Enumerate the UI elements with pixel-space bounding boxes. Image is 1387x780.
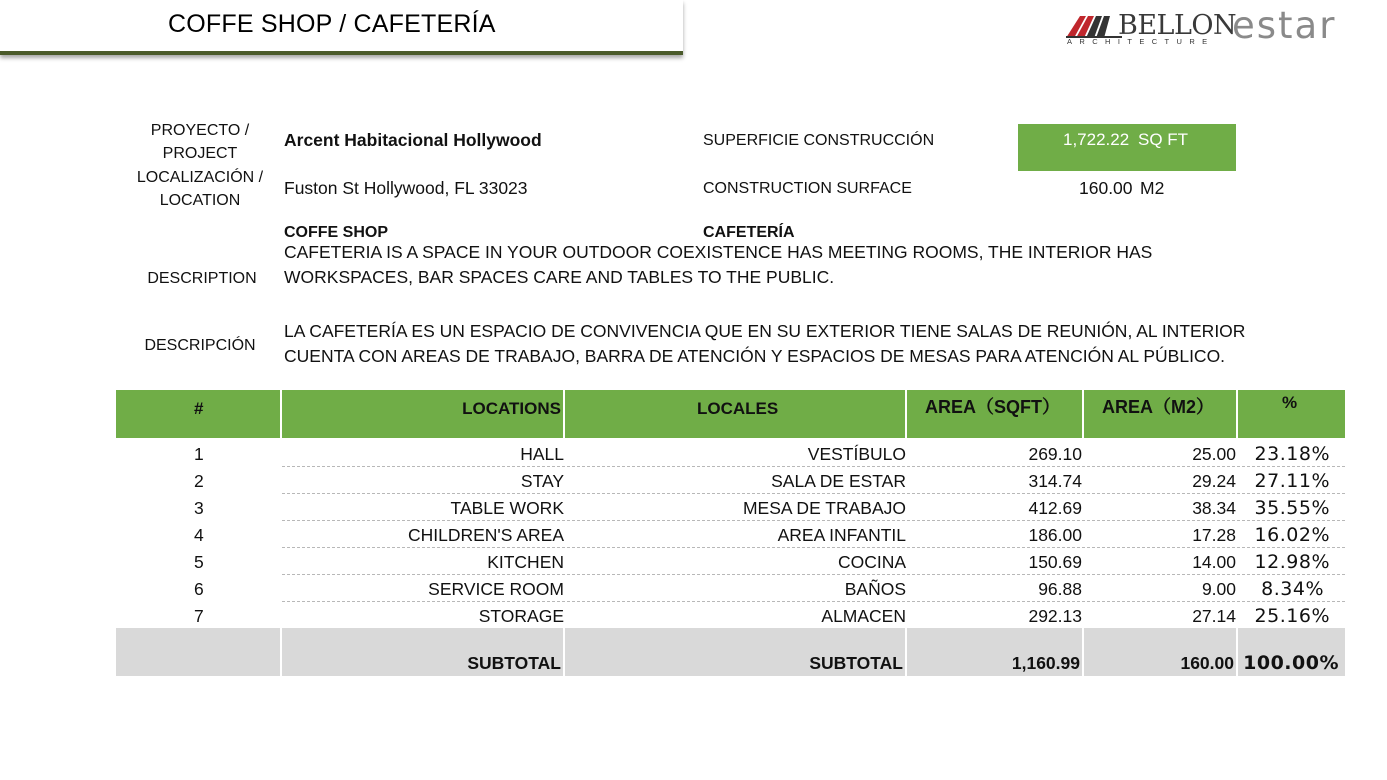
row-2-m2: 29.24 <box>1192 471 1236 491</box>
location-value: Fuston St Hollywood, FL 33023 <box>284 178 528 198</box>
row-7-num: 7 <box>194 606 204 626</box>
row-6-m2: 9.00 <box>1201 579 1236 599</box>
row-5-pct: 12.98% <box>1254 551 1330 573</box>
location-label: LOCALIZACIÓN / LOCATION <box>136 169 264 209</box>
row-3-local: MESA DE TRABAJO <box>742 498 906 518</box>
row-1-num: 1 <box>194 444 204 464</box>
description-name-en: COFFE SHOP <box>284 224 389 241</box>
row-7-m2: 27.14 <box>1192 606 1236 626</box>
surface-sqft-value: 1,722.22 <box>1063 130 1130 149</box>
surface-label-en: CONSTRUCTION SURFACE <box>703 180 912 197</box>
row-4-m2: 17.28 <box>1192 525 1236 545</box>
row-divider <box>282 574 1345 575</box>
row-5-local: COCINA <box>837 552 906 572</box>
surface-label-es: SUPERFICIE CONSTRUCCIÓN <box>703 132 935 149</box>
description-name-es: CAFETERÍA <box>703 224 795 241</box>
subtotal-pct: 100.00% <box>1243 652 1339 674</box>
subtotal-m2: 160.00 <box>1180 653 1234 673</box>
row-divider <box>282 520 1345 521</box>
row-4-num: 4 <box>194 525 204 545</box>
row-3-sqft: 412.69 <box>1028 498 1082 518</box>
row-6-sqft: 96.88 <box>1038 579 1082 599</box>
row-3-location: TABLE WORK <box>450 498 564 518</box>
title-bar <box>0 0 683 55</box>
row-divider <box>282 547 1345 548</box>
header-pct: % <box>1238 390 1345 438</box>
bellon-roof-icon <box>1066 14 1122 38</box>
row-3-m2: 38.34 <box>1192 498 1236 518</box>
row-1-sqft: 269.10 <box>1028 444 1082 464</box>
project-value: Arcent Habitacional Hollywood <box>284 130 542 150</box>
logo-architecture-text: ARCHITECTURE <box>1067 37 1215 46</box>
row-1-local: VESTÍBULO <box>807 444 906 464</box>
description-text-es-line-1: LA CAFETERÍA ES UN ESPACIO DE CONVIVENCIA QUE EN SU EXTERIOR TIENE SALAS DE REUNIÓN, AL INTERIOR <box>284 321 1246 341</box>
surface-sqft-unit: SQ FT <box>1138 130 1189 149</box>
row-4-pct: 16.02% <box>1254 524 1330 546</box>
row-3-pct: 35.55% <box>1254 497 1330 519</box>
row-6-local: BAÑOS <box>844 579 906 599</box>
row-5-location: KITCHEN <box>487 552 564 572</box>
row-7-local: ALMACEN <box>821 606 906 626</box>
description-label-es: DESCRIPCIÓN <box>144 337 256 354</box>
subtotal-sqft: 1,160.99 <box>1011 653 1080 673</box>
row-divider <box>282 466 1345 467</box>
description-text-en-line-1: CAFETERIA IS A SPACE IN YOUR OUTDOOR COEXISTENCE HAS MEETING ROOMS, THE INTERIOR HAS <box>284 242 1153 262</box>
header-locations: LOCATIONS <box>282 390 565 438</box>
row-divider <box>282 493 1345 494</box>
row-2-sqft: 314.74 <box>1028 471 1082 491</box>
row-7-pct: 25.16% <box>1254 605 1330 627</box>
header-area-sqft: AREA（SQFT） <box>907 390 1084 438</box>
surface-m2-value: 160.00 <box>1079 178 1133 198</box>
header-locales: LOCALES <box>565 390 907 438</box>
row-2-local: SALA DE ESTAR <box>771 471 906 491</box>
row-6-location: SERVICE ROOM <box>428 579 564 599</box>
subtotal-local: SUBTOTAL <box>809 653 903 673</box>
row-7-location: STORAGE <box>478 606 564 626</box>
row-5-m2: 14.00 <box>1192 552 1236 572</box>
row-3-num: 3 <box>194 498 204 518</box>
row-4-local: AREA INFANTIL <box>777 525 906 545</box>
page-title: COFFE SHOP / CAFETERÍA <box>168 10 496 38</box>
logo-estar-text: estar <box>1232 4 1337 47</box>
row-4-sqft: 186.00 <box>1028 525 1082 545</box>
row-5-sqft: 150.69 <box>1028 552 1082 572</box>
bellon-estar-logo <box>1066 4 1384 47</box>
row-1-location: HALL <box>520 444 564 464</box>
header-area-m2: AREA（M2） <box>1084 390 1238 438</box>
header-num: # <box>116 390 282 438</box>
row-1-pct: 23.18% <box>1254 443 1330 465</box>
row-6-num: 6 <box>194 579 204 599</box>
project-label: PROYECTO / PROJECT <box>150 122 250 162</box>
description-label-en: DESCRIPTION <box>147 270 257 287</box>
row-4-location: CHILDREN'S AREA <box>407 525 564 545</box>
row-2-pct: 27.11% <box>1254 470 1330 492</box>
surface-m2-unit: M2 <box>1140 178 1165 198</box>
row-2-num: 2 <box>194 471 204 491</box>
row-5-num: 5 <box>194 552 204 572</box>
description-text-es-line-2: CUENTA CON AREAS DE TRABAJO, BARRA DE ATENCIÓN Y ESPACIOS DE MESAS PARA ATENCIÓN AL PÚBLICO. <box>284 346 1226 366</box>
row-divider <box>282 601 1345 602</box>
description-text-en-line-2: WORKSPACES, BAR SPACES CARE AND TABLES TO THE PUBLIC. <box>284 267 835 287</box>
subtotal-location: SUBTOTAL <box>467 653 561 673</box>
row-1-m2: 25.00 <box>1192 444 1236 464</box>
logo-bellon-text: BELLON <box>1118 10 1237 41</box>
row-6-pct: 8.34% <box>1261 578 1324 600</box>
surface-sqft-box <box>1018 124 1236 171</box>
row-7-sqft: 292.13 <box>1028 606 1082 626</box>
row-2-location: STAY <box>520 471 564 491</box>
